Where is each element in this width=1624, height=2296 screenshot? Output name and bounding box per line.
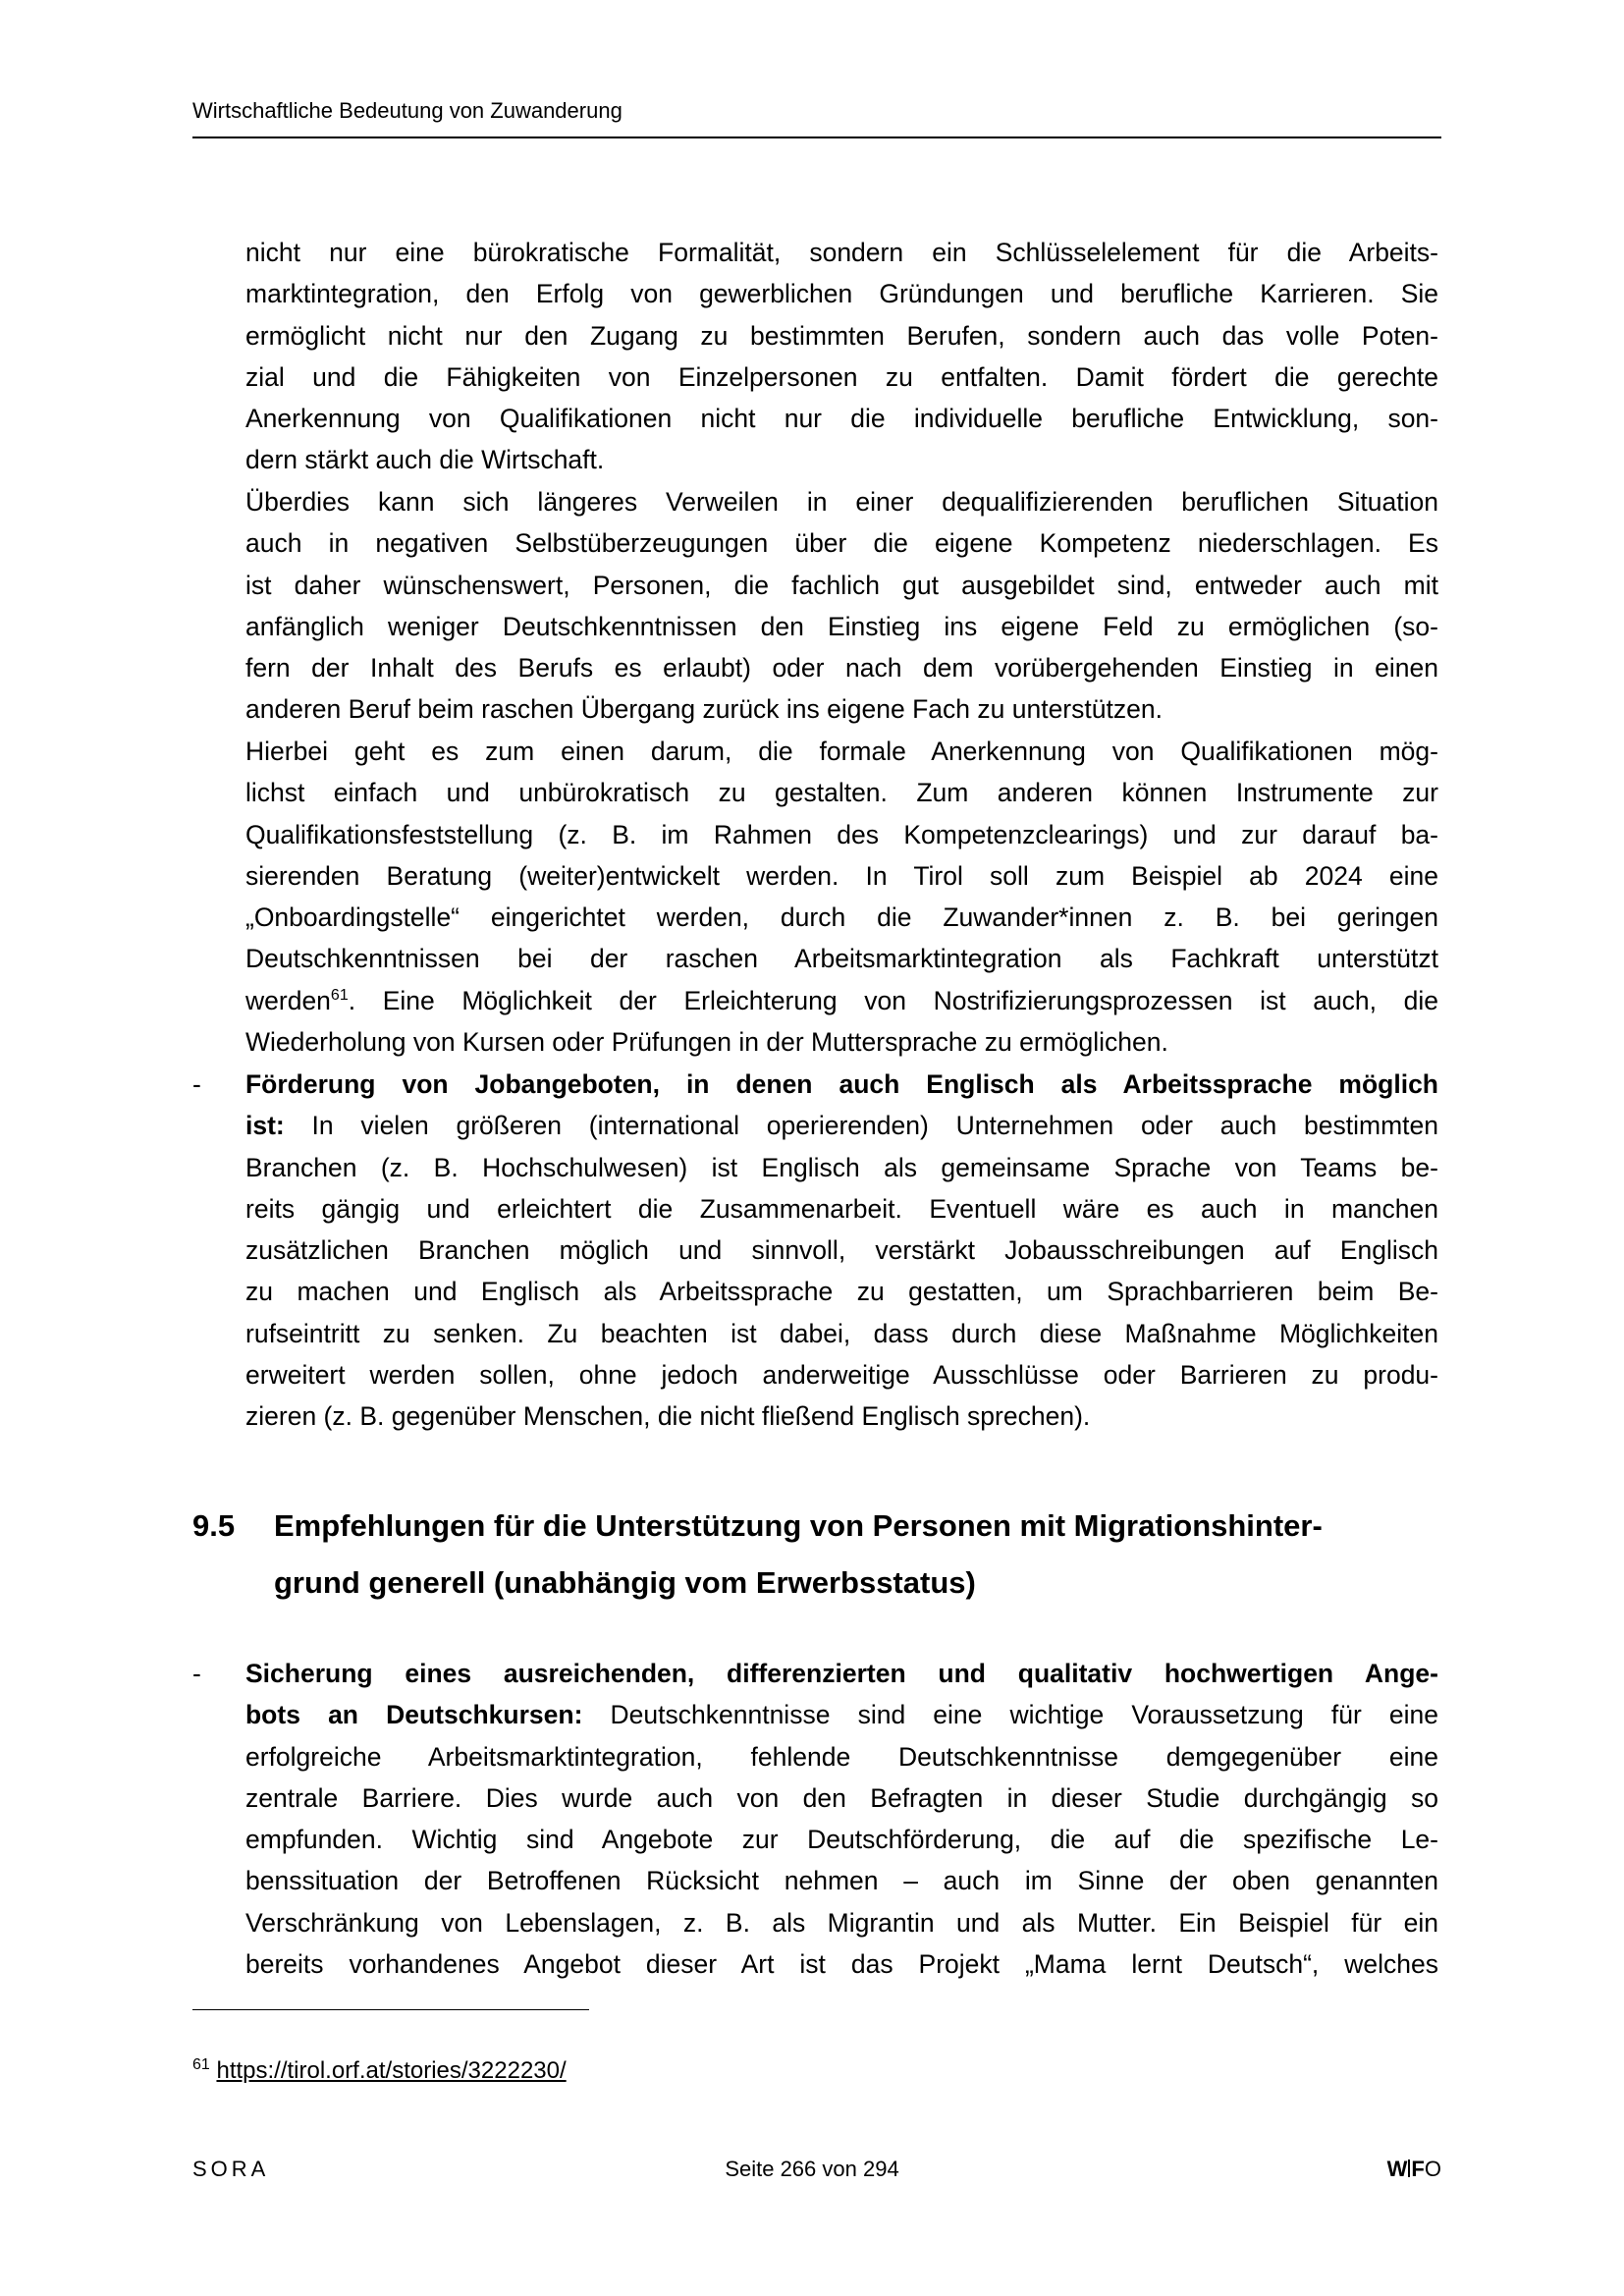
text-line: benssituation der Betroffenen Rücksicht nehmen – auch im Sinne der oben genannten: [245, 1866, 1438, 1896]
text-line: empfunden. Wichtig sind Angebote zur Deutschförderung, die auf die spezifische Le-: [245, 1825, 1438, 1855]
section-number: 9.5: [192, 1508, 236, 1543]
section-title-line: Empfehlungen für die Unterstützung von Personen mit Migrationshinter-: [274, 1508, 1323, 1543]
paragraph-dequalification: [245, 481, 1438, 731]
text-line: anfänglich weniger Deutschkenntnissen den Einstieg ins eigene Feld zu ermöglichen (so-: [245, 611, 1438, 641]
text-line: Anerkennung von Qualifikationen nicht nur die individuelle berufliche Entwicklung, son-: [245, 404, 1438, 434]
text-line: auch in negativen Selbstüberzeugungen über die eigene Kompetenz niederschlagen. Es: [245, 528, 1438, 559]
paragraph-recognition: [245, 232, 1438, 481]
text-line: Qualifikationsfeststellung (z. B. im Rahmen des Kompetenzclearings) und zur darauf ba-: [245, 819, 1438, 849]
footnote: [192, 2056, 567, 2086]
bullet-heading-tail: ist:: [245, 1111, 285, 1141]
footer-wifo-logo: [1387, 2157, 1441, 2182]
bullet-marker: -: [192, 1069, 201, 1099]
text-line: sierenden Beratung (weiter)entwickelt werden. In Tirol soll zum Beispiel ab 2024 eine: [245, 860, 1438, 891]
text-line: Wiederholung von Kursen oder Prüfungen in der Muttersprache zu ermöglichen.: [245, 1027, 1168, 1058]
text-line: Überdies kann sich längeres Verweilen in einer dequalifizierenden beruflichen Situation: [245, 487, 1438, 517]
text-line: Branchen (z. B. Hochschulwesen) ist Englisch als gemeinsame Sprache von Teams be-: [245, 1152, 1438, 1182]
text-line: erfolgreiche Arbeitsmarktintegration, fehlende Deutschkenntnisse demgegenüber eine: [245, 1741, 1438, 1772]
text-span: werden: [245, 985, 331, 1015]
text-line: dern stärkt auch die Wirtschaft.: [245, 445, 605, 475]
text-line: Verschränkung von Lebenslagen, z. B. als Migrantin und als Mutter. Ein Beispiel für ein: [245, 1907, 1438, 1938]
text-line: Hierbei geht es zum einen darum, die formale Anerkennung von Qualifikationen mög-: [245, 737, 1438, 766]
text-line: nicht nur eine bürokratische Formalität, sondern ein Schlüsselelement für die Arbeits-: [245, 238, 1438, 267]
text-line: zial und die Fähigkeiten von Einzelpersonen zu entfalten. Damit fördert die gerechte: [245, 361, 1438, 392]
text-line: ist daher wünschenswert, Personen, die fachlich gut ausgebildet sind, entweder auch mit: [245, 570, 1438, 600]
paragraph-formal-recognition: [245, 731, 1438, 1063]
text-line: [245, 1694, 1438, 1735]
text-line: anderen Beruf beim raschen Übergang zurück ins eigene Fach zu unterstützen.: [245, 694, 1163, 725]
text-line: Deutschkenntnissen bei der raschen Arbeitsmarktintegration als Fachkraft unterstützt: [245, 944, 1438, 974]
section-title-line: grund generell (unabhängig vom Erwerbsstatus): [274, 1565, 976, 1600]
bullet-heading-line: Förderung von Jobangeboten, in denen auch Englisch als Arbeitssprache möglich: [245, 1069, 1438, 1099]
bullet-heading-tail: bots an Deutschkursen:: [245, 1700, 583, 1730]
text-span: . Eine Möglichkeit der Erleichterung von Nostrifizierungsprozessen ist auch, die: [348, 985, 1438, 1015]
text-line-with-footnote-ref: [245, 980, 1438, 1021]
text-line: erweitert werden sollen, ohne jedoch anderweitige Ausschlüsse oder Barrieren zu produ-: [245, 1360, 1438, 1391]
text-line: fern der Inhalt des Berufs es erlaubt) oder nach dem vorübergehenden Einstieg in einen: [245, 653, 1438, 683]
running-header-title: Wirtschaftliche Bedeutung von Zuwanderung: [192, 98, 623, 123]
text-line: zieren (z. B. gegenüber Menschen, die nicht fließend Englisch sprechen).: [245, 1401, 1091, 1432]
footnote-link[interactable]: https://tirol.orf.at/stories/3222230/: [216, 2057, 567, 2084]
text-line: lichst einfach und unbürokratisch zu gestalten. Zum anderen können Instrumente zur: [245, 778, 1438, 808]
text-line: reits gängig und erleichtert die Zusammenarbeit. Eventuell wäre es auch in manchen: [245, 1193, 1438, 1224]
footnote-separator: [192, 2009, 589, 2010]
page-number: Seite 266 von 294: [725, 2157, 899, 2181]
bullet-heading-line: Sicherung eines ausreichenden, differenzierten und qualitativ hochwertigen Ange-: [245, 1659, 1438, 1688]
footer-sora-logo: SORA: [192, 2157, 270, 2181]
wifo-letter: O: [1424, 2157, 1441, 2181]
text-span: Deutschkenntnisse sind eine wichtige Voraussetzung für eine: [582, 1700, 1438, 1730]
text-line: rufseintritt zu senken. Zu beachten ist dabei, dass durch diese Maßnahme Möglichkeiten: [245, 1318, 1438, 1348]
footnote-number: 61: [192, 2056, 210, 2073]
text-line: marktintegration, den Erfolg von gewerblichen Gründungen und berufliche Karrieren. Sie: [245, 279, 1438, 309]
bullet-german-courses: [245, 1653, 1438, 1985]
bullet-english-jobs: [245, 1064, 1438, 1438]
text-span: In vielen größeren (international operierenden) Unternehmen oder auch bestimmten: [284, 1111, 1438, 1141]
header-rule: [192, 137, 1441, 138]
text-line: zusätzlichen Branchen möglich und sinnvoll, verstärkt Jobausschreibungen auf Englisch: [245, 1235, 1438, 1266]
text-line: zentrale Barriere. Dies wurde auch von den Befragten in dieser Studie durchgängig so: [245, 1782, 1438, 1813]
wifo-letter: W: [1386, 2157, 1408, 2181]
text-line: ermöglicht nicht nur den Zugang zu bestimmten Berufen, sondern auch das volle Poten-: [245, 320, 1438, 351]
text-line: bereits vorhandenes Angebot dieser Art ist das Projekt „Mama lernt Deutsch“, welches: [245, 1949, 1438, 1980]
footnote-reference[interactable]: 61: [330, 986, 349, 1004]
text-line: [245, 1105, 1438, 1146]
text-line: „Onboardingstelle“ eingerichtet werden, durch die Zuwander*innen z. B. bei geringen: [245, 902, 1438, 933]
bullet-marker: -: [192, 1659, 201, 1688]
text-line: zu machen und Englisch als Arbeitssprache zu gestatten, um Sprachbarrieren beim Be-: [245, 1277, 1438, 1307]
wifo-letter: F: [1411, 2157, 1425, 2181]
